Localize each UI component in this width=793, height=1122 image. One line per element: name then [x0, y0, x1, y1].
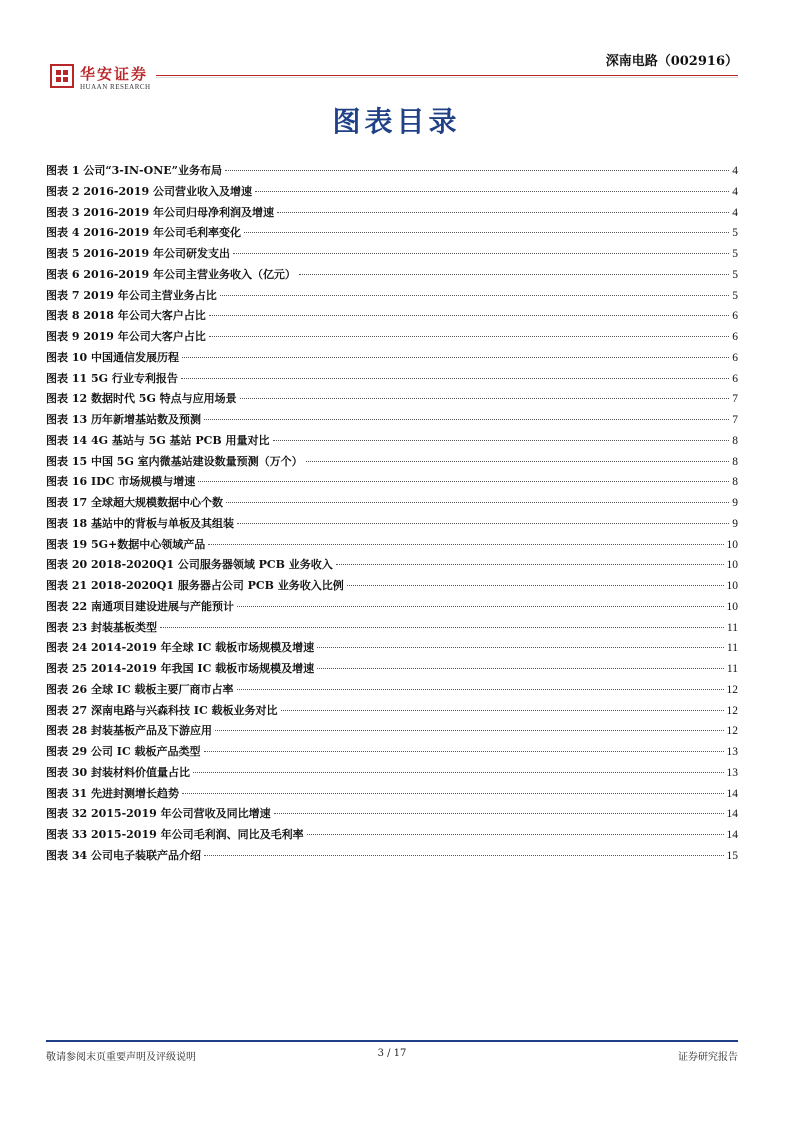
toc-entry-page[interactable]: 4 — [732, 206, 738, 219]
toc-entry-label[interactable]: 图表 11 5G 行业专利报告 — [46, 371, 178, 385]
toc-entry-label[interactable]: 图表 32 2015-2019 年公司营收及同比增速 — [46, 807, 271, 821]
toc-leader-dots — [225, 170, 729, 171]
toc-entry-page[interactable]: 5 — [732, 268, 738, 281]
toc-leader-dots — [240, 398, 730, 399]
toc-entry[interactable] — [46, 514, 738, 535]
toc-entry-label[interactable]: 图表 9 2019 年公司大客户占比 — [46, 330, 206, 343]
toc-leader-dots — [208, 544, 723, 545]
toc-leader-dots — [209, 315, 729, 316]
toc-entry[interactable] — [46, 659, 738, 680]
toc-leader-dots — [209, 336, 729, 337]
toc-entry[interactable] — [46, 327, 738, 348]
toc-entry-page[interactable]: 8 — [732, 455, 738, 468]
toc-leader-dots — [277, 212, 729, 213]
toc-entry[interactable] — [46, 223, 738, 244]
toc-leader-dots — [317, 668, 724, 669]
toc-entry-page[interactable]: 11 — [726, 642, 738, 655]
toc-leader-dots — [226, 502, 729, 503]
toc-leader-dots — [255, 191, 729, 192]
toc-entry[interactable] — [46, 555, 738, 576]
toc-entry[interactable] — [46, 161, 738, 182]
toc-entry-label[interactable]: 图表 27 深南电路与兴森科技 IC 载板业务对比 — [46, 703, 278, 717]
toc-leader-dots — [306, 461, 730, 462]
toc-entry-label[interactable]: 图表 4 2016-2019 年公司毛利率变化 — [46, 226, 241, 240]
toc-entry-label[interactable]: 图表 24 2014-2019 年全球 IC 载板市场规模及增速 — [46, 641, 315, 655]
toc-entry[interactable] — [46, 182, 738, 203]
toc-entry[interactable] — [46, 410, 738, 431]
toc-entry[interactable] — [46, 638, 738, 659]
toc-entry-label[interactable]: 图表 29 公司 IC 载板产品类型 — [46, 745, 201, 758]
toc-entry-label[interactable]: 图表 3 2016-2019 年公司归母净利润及增速 — [46, 205, 274, 219]
report-type: 证券研究报告 — [678, 1052, 738, 1063]
toc-entry-label[interactable]: 图表 20 2018-2020Q1 公司服务器领域 PCB 业务收入 — [46, 558, 333, 572]
toc-entry-page[interactable]: 9 — [732, 497, 738, 509]
toc-entry-page[interactable]: 7 — [732, 414, 738, 426]
toc-entry[interactable] — [46, 265, 738, 286]
toc-leader-dots — [347, 585, 724, 586]
toc-entry-label[interactable]: 图表 10 中国通信发展历程 — [46, 350, 179, 364]
toc-entry-page[interactable]: 9 — [732, 517, 738, 530]
toc-entry-label[interactable]: 图表 13 历年新增基站数及预测 — [46, 413, 201, 426]
table-of-figures — [46, 161, 738, 867]
toc-leader-dots — [299, 274, 729, 275]
toc-entry-label[interactable]: 图表 5 2016-2019 年公司研发支出 — [46, 247, 230, 260]
toc-leader-dots — [336, 564, 724, 565]
toc-leader-dots — [198, 481, 729, 482]
toc-entry[interactable] — [46, 244, 738, 265]
toc-entry[interactable] — [46, 680, 738, 701]
page-header — [46, 50, 738, 100]
header-divider-secondary — [156, 77, 738, 78]
toc-entry[interactable] — [46, 472, 738, 493]
toc-entry-page[interactable]: 10 — [726, 600, 738, 613]
toc-entry-page[interactable]: 8 — [732, 434, 738, 447]
toc-entry[interactable] — [46, 742, 738, 763]
toc-leader-dots — [237, 523, 729, 524]
toc-entry[interactable] — [46, 431, 738, 452]
toc-entry-label[interactable]: 图表 12 数据时代 5G 特点与应用场景 — [46, 392, 237, 406]
page-footer — [46, 1040, 738, 1070]
toc-entry-page[interactable]: 14 — [726, 829, 738, 841]
toc-entry[interactable] — [46, 825, 738, 846]
toc-leader-dots — [204, 751, 724, 752]
toc-entry[interactable] — [46, 597, 738, 618]
toc-entry-label[interactable]: 图表 30 封装材料价值量占比 — [46, 765, 190, 779]
toc-leader-dots — [307, 834, 724, 835]
toc-leader-dots — [281, 710, 724, 711]
toc-entry-page[interactable]: 12 — [726, 725, 738, 738]
toc-entry[interactable] — [46, 576, 738, 597]
toc-entry-label[interactable]: 图表 25 2014-2019 年我国 IC 载板市场规模及增速 — [46, 662, 315, 675]
toc-leader-dots — [220, 295, 729, 296]
toc-entry[interactable] — [46, 701, 738, 722]
toc-entry-label[interactable]: 图表 1 公司“3-IN-ONE”业务布局 — [46, 164, 222, 177]
toc-entry-page[interactable]: 10 — [726, 538, 738, 551]
page-number: 3 / 17 — [377, 1048, 407, 1059]
toc-entry-page[interactable]: 10 — [726, 559, 738, 572]
toc-leader-dots — [317, 647, 724, 648]
toc-entry[interactable] — [46, 286, 738, 307]
toc-entry[interactable] — [46, 763, 738, 784]
toc-entry-label[interactable]: 图表 15 中国 5G 室内微基站建设数量预测（万个） — [46, 454, 303, 468]
toc-entry-label[interactable]: 图表 14 4G 基站与 5G 基站 PCB 用量对比 — [46, 433, 270, 447]
toc-entry-label[interactable]: 图表 34 公司电子装联产品介绍 — [46, 848, 201, 862]
toc-leader-dots — [244, 232, 729, 233]
toc-entry-label[interactable]: 图表 33 2015-2019 年公司毛利润、同比及毛利率 — [46, 828, 304, 841]
toc-entry[interactable] — [46, 721, 738, 742]
toc-entry-page[interactable]: 7 — [732, 393, 738, 406]
toc-entry-label[interactable]: 图表 21 2018-2020Q1 服务器占公司 PCB 业务收入比例 — [46, 579, 344, 592]
company-name: 深南电路（002916） — [605, 54, 738, 69]
toc-entry[interactable] — [46, 203, 738, 224]
toc-entry-label[interactable]: 图表 23 封装基板类型 — [46, 620, 157, 634]
toc-entry[interactable] — [46, 369, 738, 390]
toc-entry-page[interactable]: 11 — [726, 663, 738, 675]
toc-entry-page[interactable]: 6 — [732, 310, 738, 323]
toc-entry-page[interactable]: 4 — [732, 165, 738, 177]
toc-leader-dots — [182, 357, 729, 358]
toc-entry-page[interactable]: 12 — [726, 683, 738, 696]
toc-entry-label[interactable]: 图表 19 5G+数据中心领域产品 — [46, 537, 206, 551]
toc-entry-label[interactable]: 图表 26 全球 IC 载板主要厂商市占率 — [46, 682, 234, 696]
toc-entry-page[interactable]: 6 — [732, 331, 738, 343]
toc-leader-dots — [215, 730, 724, 731]
toc-leader-dots — [160, 627, 724, 628]
toc-entry-page[interactable]: 5 — [732, 227, 738, 240]
toc-entry-page[interactable]: 6 — [732, 372, 738, 385]
toc-leader-dots — [193, 772, 724, 773]
toc-entry-page[interactable]: 5 — [732, 289, 738, 302]
toc-entry-label[interactable]: 图表 28 封装基板产品及下游应用 — [46, 724, 212, 738]
header-divider — [156, 75, 738, 76]
toc-entry-page[interactable]: 14 — [726, 808, 738, 821]
toc-entry-page[interactable]: 6 — [732, 351, 738, 364]
toc-entry-label[interactable]: 图表 22 南通项目建设进展与产能预计 — [46, 599, 234, 613]
toc-entry-label[interactable]: 图表 16 IDC 市场规模与增速 — [46, 475, 196, 489]
toc-entry[interactable] — [46, 493, 738, 514]
toc-entry-label[interactable]: 图表 2 2016-2019 公司营业收入及增速 — [46, 184, 252, 198]
toc-leader-dots — [273, 440, 730, 441]
toc-leader-dots — [233, 253, 729, 254]
toc-entry[interactable] — [46, 535, 738, 556]
toc-entry[interactable] — [46, 306, 738, 327]
toc-entry-label[interactable]: 图表 7 2019 年公司主营业务占比 — [46, 288, 217, 302]
toc-entry-page[interactable]: 13 — [726, 766, 738, 779]
page-title: 图表目录 — [332, 105, 461, 138]
toc-entry[interactable] — [46, 804, 738, 825]
toc-entry-label[interactable]: 图表 8 2018 年公司大客户占比 — [46, 309, 206, 323]
toc-leader-dots — [181, 378, 729, 379]
toc-entry-label[interactable]: 图表 6 2016-2019 年公司主营业务收入（亿元） — [46, 267, 296, 281]
toc-entry-page[interactable]: 8 — [732, 476, 738, 489]
toc-entry[interactable] — [46, 389, 738, 410]
toc-leader-dots — [237, 689, 724, 690]
toc-leader-dots — [274, 813, 724, 814]
toc-entry-page[interactable]: 11 — [726, 621, 738, 634]
toc-entry[interactable] — [46, 452, 738, 473]
logo-text-cn: 华安证券 — [80, 65, 149, 83]
toc-leader-dots — [237, 606, 724, 607]
toc-entry-page[interactable]: 4 — [732, 185, 738, 198]
toc-leader-dots — [204, 419, 729, 420]
toc-entry[interactable] — [46, 846, 738, 867]
toc-entry-page[interactable]: 15 — [726, 849, 738, 862]
toc-entry-page[interactable]: 13 — [726, 746, 738, 758]
toc-entry-label[interactable]: 图表 17 全球超大规模数据中心个数 — [46, 496, 223, 509]
toc-entry[interactable] — [46, 348, 738, 369]
toc-entry-page[interactable]: 12 — [726, 704, 738, 717]
toc-entry-label[interactable]: 图表 18 基站中的背板与单板及其组装 — [46, 516, 234, 530]
disclaimer-note: 敬请参阅末页重要声明及评级说明 — [46, 1052, 196, 1063]
toc-leader-dots — [204, 855, 724, 856]
huaan-logo-icon — [50, 64, 74, 88]
toc-leader-dots — [182, 793, 724, 794]
footer-divider — [46, 1040, 738, 1042]
logo-text-en: HUAAN RESEARCH — [80, 83, 151, 91]
toc-entry[interactable] — [46, 784, 738, 805]
toc-entry-page[interactable]: 10 — [726, 580, 738, 592]
toc-entry-page[interactable]: 5 — [732, 248, 738, 260]
toc-entry[interactable] — [46, 618, 738, 639]
toc-entry-page[interactable]: 14 — [726, 787, 738, 800]
toc-entry-label[interactable]: 图表 31 先进封测增长趋势 — [46, 786, 179, 800]
